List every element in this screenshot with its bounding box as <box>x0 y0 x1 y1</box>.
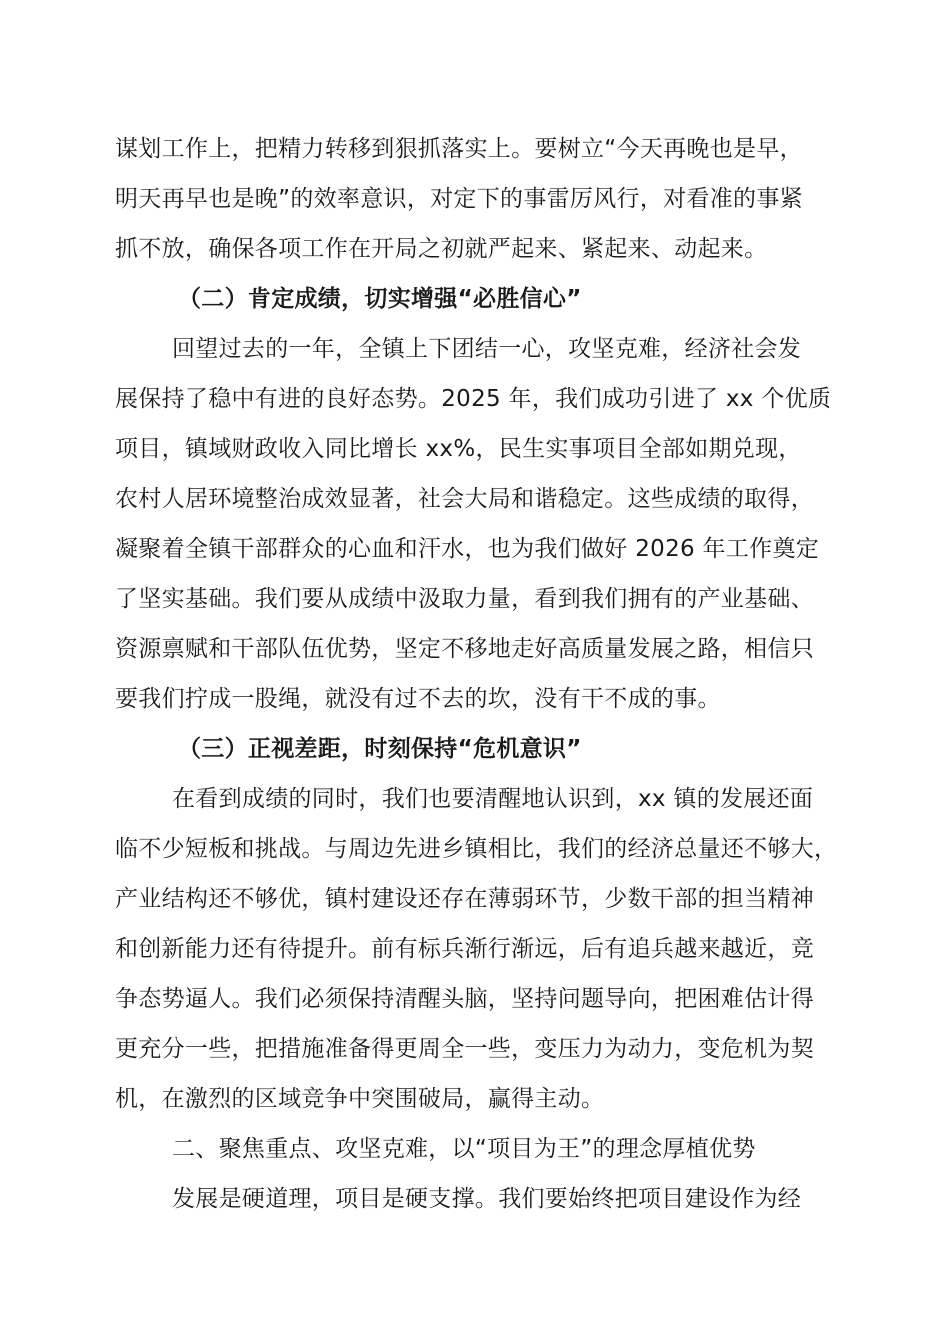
body-text-line: 抓不放，确保各项工作在开局之初就严起来、紧起来、动起来。 <box>115 236 768 262</box>
section-heading-3: （三）正视差距，时刻保持“危机意识” <box>178 736 582 762</box>
body-text-line: 产业结构还不够优，镇村建设还存在薄弱环节，少数干部的担当精神 <box>115 886 814 912</box>
body-text-line: 了坚实基础。我们要从成绩中汲取力量，看到我们拥有的产业基础、 <box>115 586 814 612</box>
body-text-line: 凝聚着全镇干部群众的心血和汗水，也为我们做好 2026 年工作奠定 <box>115 536 820 562</box>
body-text-line: 农村人居环境整治成效显著，社会大局和谐稳定。这些成绩的取得， <box>115 486 814 512</box>
section-heading-2: （二）肯定成绩，切实增强“必胜信心” <box>178 286 582 312</box>
body-text-line: 和创新能力还有待提升。前有标兵渐行渐远，后有追兵越来越近，竞 <box>115 936 814 962</box>
body-text-line: 展保持了稳中有进的良好态势。2025 年，我们成功引进了 xx 个优质 <box>115 386 832 412</box>
chapter-heading-2: 二、聚焦重点、攻坚克难，以“项目为王”的理念厚植优势 <box>172 1136 756 1162</box>
body-text-line: 谋划工作上，把精力转移到狠抓落实上。要树立“今天再晚也是早， <box>115 136 803 162</box>
body-text-line: 资源禀赋和干部队伍优势，坚定不移地走好高质量发展之路，相信只 <box>115 636 814 662</box>
body-text-line: 要我们拧成一股绳，就没有过不去的坎，没有干不成的事。 <box>115 686 721 712</box>
body-text-line: 发展是硬道理，项目是硬支撑。我们要始终把项目建设作为经 <box>172 1186 802 1212</box>
body-text-line: 回望过去的一年，全镇上下团结一心，攻坚克难，经济社会发 <box>172 336 802 362</box>
body-text-line: 明天再早也是晚”的效率意识，对定下的事雷厉风行，对看准的事紧 <box>115 186 803 212</box>
body-text-line: 项目，镇域财政收入同比增长 xx%，民生实事项目全部如期兑现， <box>115 436 802 462</box>
body-text-line: 争态势逼人。我们必须保持清醒头脑，坚持问题导向，把困难估计得 <box>115 986 814 1012</box>
body-text-line: 临不少短板和挑战。与周边先进乡镇相比，我们的经济总量还不够大， <box>115 836 838 862</box>
body-text-line: 更充分一些，把措施准备得更周全一些，变压力为动力，变危机为契 <box>115 1036 814 1062</box>
body-text-line: 机，在激烈的区域竞争中突围破局，赢得主动。 <box>115 1086 605 1112</box>
body-text-line: 在看到成绩的同时，我们也要清醒地认识到，xx 镇的发展还面 <box>172 786 814 812</box>
